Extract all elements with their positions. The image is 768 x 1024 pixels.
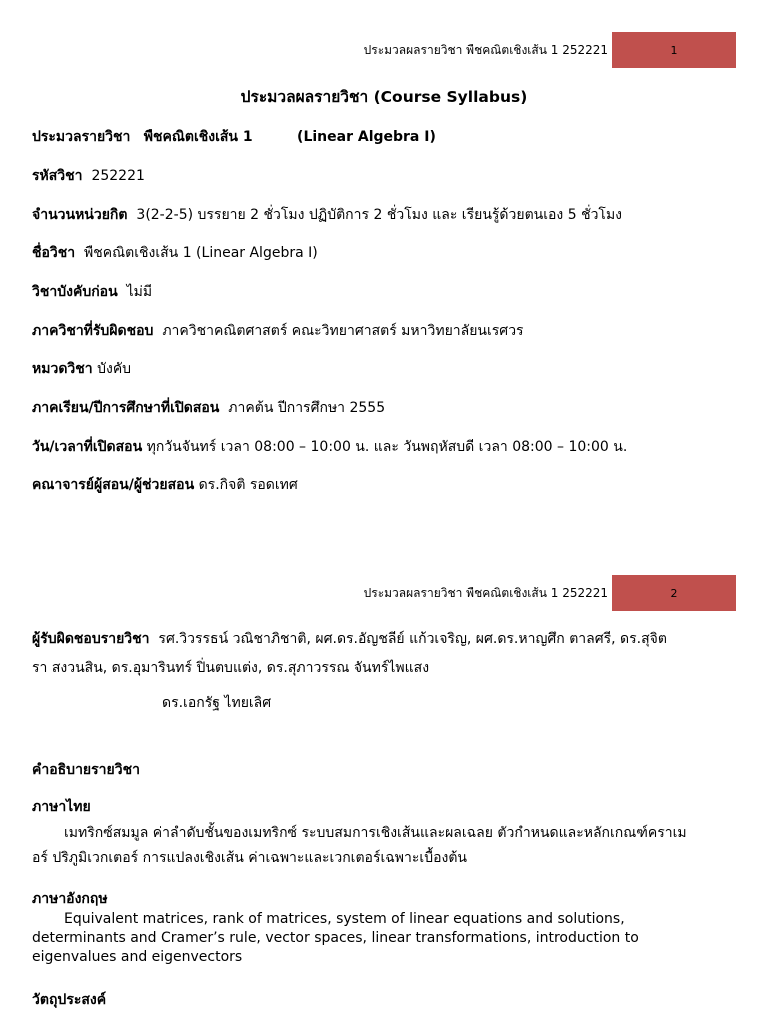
responsible-line-1 bbox=[32, 625, 738, 654]
category-value: บังคับ bbox=[97, 361, 132, 377]
credits-label: จำนวนหน่วยกิต bbox=[32, 207, 128, 223]
category-row bbox=[32, 358, 131, 380]
time-row bbox=[32, 436, 627, 458]
semester-label: ภาคเรียน/ปีการศึกษาที่เปิดสอน bbox=[32, 400, 220, 416]
course-name-en: (Linear Algebra I) bbox=[297, 129, 436, 145]
name-row bbox=[32, 242, 318, 264]
thai-description-line-2: อร์ ปริภูมิเวกเตอร์ การแปลงเชิงเส้น ค่าเฉพาะและเวกเตอร์เฉพาะเบื้องต้น bbox=[32, 850, 467, 866]
thai-description-line-1: เมทริกซ์สมมูล ค่าลำดับชั้นของเมทริกซ์ ระบบสมการเชิงเส้นและผลเฉลย ตัวกำหนดและหลักเกณฑ์คราเม bbox=[64, 825, 687, 841]
semester-value: ภาคต้น ปีการศึกษา 2555 bbox=[228, 400, 386, 416]
thai-heading: ภาษาไทย bbox=[32, 799, 91, 815]
dept-label: ภาควิชาที่รับผิดชอบ bbox=[32, 323, 154, 339]
prereq-row bbox=[32, 281, 152, 303]
page-number-box: 1 bbox=[612, 32, 736, 68]
responsible-names-3: ดร.เอกรัฐ ไทยเลิศ bbox=[162, 695, 272, 711]
course-name: พืชคณิตเชิงเส้น 1 bbox=[143, 129, 253, 145]
english-description bbox=[32, 910, 738, 967]
code-label: รหัสวิชา bbox=[32, 168, 83, 184]
time-value: ทุกวันจันทร์ เวลา 08:00 – 10:00 น. และ วันพฤหัสบดี เวลา 08:00 – 10:00 น. bbox=[146, 439, 628, 455]
page-header-1 bbox=[0, 32, 768, 68]
responsible-block bbox=[32, 625, 738, 683]
credits-value: 3(2-2-5) บรรยาย 2 ชั่วโมง ปฏิบัติการ 2 ชั่วโมง และ เรียนรู้ด้วยตนเอง 5 ชั่วโมง bbox=[136, 207, 623, 223]
credits-row bbox=[32, 204, 622, 226]
responsible-names-2: รา สงวนสิน, ดร.อุมารินทร์ ปิ่นตบแต่ง, ดร.สุภาวรรณ จันทร์ไพแสง bbox=[32, 660, 430, 676]
prereq-label: วิชาบังคับก่อน bbox=[32, 284, 118, 300]
dept-row bbox=[32, 320, 524, 342]
instructor-row bbox=[32, 474, 298, 496]
semester-row bbox=[32, 397, 385, 419]
category-label: หมวดวิชา bbox=[32, 361, 93, 377]
page-header-2 bbox=[0, 575, 768, 611]
name-label: ชื่อวิชา bbox=[32, 245, 76, 261]
responsible-names-1: รศ.วิวรรธน์ วณิชาภิชาติ, ผศ.ดร.อัญชลีย์ แก้วเจริญ, ผศ.ดร.หาญศึก ตาลศรี, ดร.สุจิต bbox=[158, 631, 667, 647]
code-row bbox=[32, 165, 145, 187]
thai-description bbox=[32, 823, 738, 869]
page-title: ประมวลผลรายวิชา (Course Syllabus) bbox=[240, 88, 528, 106]
objective-heading: วัตถุประสงค์ bbox=[32, 992, 107, 1008]
header-text: ประมวลผลรายวิชา พืชคณิตเชิงเส้น 1 252221 bbox=[363, 586, 608, 600]
page-number-box: 2 bbox=[612, 575, 736, 611]
name-value: พืชคณิตเชิงเส้น 1 (Linear Algebra I) bbox=[84, 245, 318, 261]
course-row bbox=[32, 126, 436, 148]
dept-value: ภาควิชาคณิตศาสตร์ คณะวิทยาศาสตร์ มหาวิทยาลัยนเรศวร bbox=[162, 323, 524, 339]
instructor-label: คณาจารย์ผู้สอน/ผู้ช่วยสอน bbox=[32, 477, 195, 493]
english-description-line-1: Equivalent matrices, rank of matrices, system of linear equations and solutions, bbox=[64, 911, 625, 927]
responsible-label: ผู้รับผิดชอบรายวิชา bbox=[32, 631, 150, 647]
english-description-line-3: eigenvalues and eigenvectors bbox=[32, 949, 243, 965]
english-heading: ภาษาอังกฤษ bbox=[32, 891, 108, 907]
code-value: 252221 bbox=[91, 168, 145, 184]
english-description-line-2: determinants and Cramer’s rule, vector spaces, linear transformations, introduction to bbox=[32, 930, 639, 946]
time-label: วัน/เวลาที่เปิดสอน bbox=[32, 439, 143, 455]
prereq-value: ไม่มี bbox=[126, 284, 153, 300]
course-label: ประมวลรายวิชา bbox=[32, 129, 131, 145]
description-heading: คำอธิบายรายวิชา bbox=[32, 762, 140, 778]
header-text: ประมวลผลรายวิชา พืชคณิตเชิงเส้น 1 252221 bbox=[363, 43, 608, 57]
instructor-value: ดร.กิจติ รอดเทศ bbox=[198, 477, 298, 493]
